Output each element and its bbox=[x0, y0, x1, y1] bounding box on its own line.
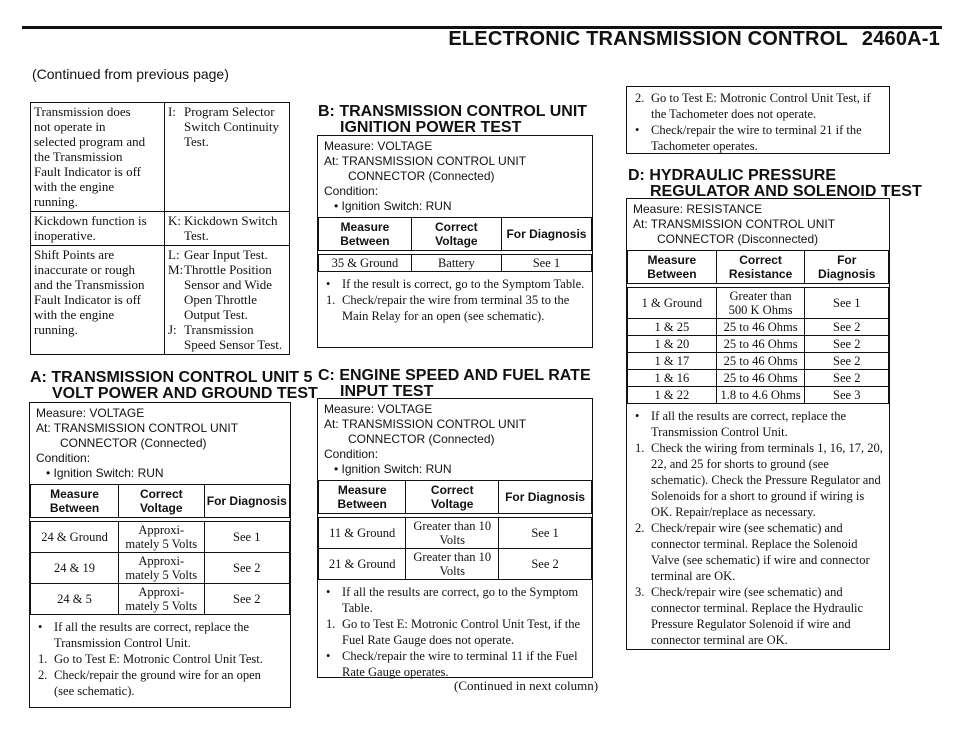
note-text: Check/repair the ground wire for an open (see schematic). bbox=[54, 668, 261, 698]
note-text: If all the results are correct, go to the Symptom Table. bbox=[342, 585, 579, 615]
column-header: Measure Between bbox=[319, 218, 412, 251]
column-header: Measure Between bbox=[31, 485, 119, 518]
table-row bbox=[319, 518, 592, 549]
table-cell: See 2 bbox=[805, 353, 889, 370]
section-b-box bbox=[317, 135, 593, 348]
note-item bbox=[324, 276, 586, 292]
table-cell: 25 to 46 Ohms bbox=[716, 319, 805, 336]
table-cell: See 1 bbox=[499, 518, 592, 549]
note-marker: • bbox=[326, 585, 331, 599]
note-item bbox=[324, 292, 586, 324]
symptom-row bbox=[31, 103, 290, 212]
table-cell: See 2 bbox=[499, 549, 592, 580]
table-row bbox=[628, 336, 889, 353]
note-text: Check/repair wire (see schematic) and connector terminal. Replace the Solenoid Valve (see schematic) if wire and connector terminal are OK. bbox=[651, 521, 870, 583]
continued-next: (Continued in next column) bbox=[454, 678, 599, 693]
table-cell: Approxi- mately 5 Volts bbox=[119, 584, 204, 615]
measure-label: Measure: VOLTAGE bbox=[324, 139, 433, 153]
test-cell bbox=[165, 212, 290, 246]
data-table bbox=[318, 480, 592, 580]
table-row bbox=[628, 353, 889, 370]
note-marker: 1. bbox=[326, 293, 336, 307]
measure-label: Measure: RESISTANCE bbox=[633, 202, 763, 216]
note-marker: 1. bbox=[326, 617, 336, 631]
section-c-title bbox=[318, 368, 591, 400]
note-marker: 1. bbox=[38, 652, 48, 666]
condition-item: • Ignition Switch: RUN bbox=[334, 199, 452, 213]
section-b-title bbox=[318, 104, 587, 136]
symptom-cell bbox=[31, 246, 165, 355]
data-table bbox=[318, 217, 592, 272]
column-header: For Diagnosis bbox=[805, 251, 889, 284]
test-line bbox=[168, 262, 286, 277]
test-name: Open Throttle bbox=[184, 292, 258, 307]
note-marker: • bbox=[635, 409, 640, 423]
test-line bbox=[168, 337, 286, 352]
note-text: Check/repair the wire from terminal 35 to the Main Relay for an open (see schematic). bbox=[342, 293, 570, 323]
note-text: Check/repair the wire to terminal 21 if the Tachometer operates. bbox=[651, 123, 862, 153]
section-d-box bbox=[626, 198, 890, 650]
symptom-line: the Transmission bbox=[34, 149, 123, 164]
table-cell: See 2 bbox=[805, 336, 889, 353]
note-item bbox=[36, 651, 284, 667]
symptom-line: with the engine bbox=[34, 179, 115, 194]
at-line: CONNECTOR (Connected) bbox=[348, 169, 495, 183]
table-row bbox=[628, 288, 889, 319]
page-header bbox=[448, 28, 940, 51]
notes bbox=[627, 404, 889, 652]
test-cell bbox=[165, 103, 290, 212]
note-item bbox=[633, 90, 883, 122]
symptom-row bbox=[31, 212, 290, 246]
test-name: Output Test. bbox=[184, 307, 248, 322]
note-item bbox=[633, 408, 883, 440]
note-text: Check/repair wire (see schematic) and connector terminal. Replace the Hydraulic Pressure Regulator Solenoid if wire and connector terminal are OK. bbox=[651, 585, 864, 647]
table-cell: Approxi- mately 5 Volts bbox=[119, 522, 204, 553]
column-header: For Diagnosis bbox=[204, 485, 289, 518]
table-row bbox=[319, 255, 592, 272]
measure-label: Measure: VOLTAGE bbox=[324, 402, 433, 416]
symptom-line: with the engine bbox=[34, 307, 115, 322]
section-a-title bbox=[30, 370, 318, 402]
note-text: Go to Test E: Motronic Control Unit Test, if the Tachometer does not operate. bbox=[651, 91, 871, 121]
condition-label: Condition: bbox=[324, 184, 379, 198]
note-item bbox=[633, 520, 883, 584]
column-header: Correct Voltage bbox=[406, 481, 499, 514]
note-marker: • bbox=[326, 277, 331, 291]
symptom-line: inaccurate or rough bbox=[34, 262, 136, 277]
notes bbox=[318, 580, 592, 684]
title-line: INPUT TEST bbox=[340, 383, 434, 400]
header-code: 2460A-1 bbox=[861, 28, 940, 50]
table-cell: Greater than 10 Volts bbox=[406, 549, 499, 580]
note-text: Go to Test E: Motronic Control Unit Test, if the Fuel Rate Gauge does not operate. bbox=[342, 617, 581, 647]
table-cell: 1 & 17 bbox=[628, 353, 717, 370]
column-header: Correct Voltage bbox=[411, 218, 501, 251]
measure-header bbox=[318, 136, 592, 217]
symptom-line: Fault Indicator is off bbox=[34, 164, 141, 179]
header-row bbox=[319, 218, 592, 251]
table-cell: 1 & 20 bbox=[628, 336, 717, 353]
symptom-line: not operate in bbox=[34, 119, 106, 134]
test-line bbox=[168, 292, 286, 307]
measure-label: Measure: VOLTAGE bbox=[36, 406, 145, 420]
note-text: Go to Test E: Motronic Control Unit Test. bbox=[54, 652, 263, 666]
title-line: B: TRANSMISSION CONTROL UNIT bbox=[318, 103, 588, 120]
notes bbox=[627, 87, 889, 158]
test-cell bbox=[165, 246, 290, 355]
section-c-continued-box bbox=[626, 86, 890, 154]
note-marker: • bbox=[326, 649, 331, 663]
test-name: Sensor and Wide bbox=[184, 277, 273, 292]
notes bbox=[318, 272, 592, 328]
table-cell: 24 & 5 bbox=[31, 584, 119, 615]
table-cell: Greater than 10 Volts bbox=[406, 518, 499, 549]
test-code: M: bbox=[168, 262, 184, 277]
test-name: Gear Input Test. bbox=[184, 247, 268, 262]
test-code: K: bbox=[168, 213, 181, 228]
test-code: L: bbox=[168, 247, 180, 262]
table-cell: 24 & 19 bbox=[31, 553, 119, 584]
table-row bbox=[31, 553, 290, 584]
title-line: C: ENGINE SPEED AND FUEL RATE bbox=[318, 367, 591, 384]
title-line: A: TRANSMISSION CONTROL UNIT 5 bbox=[30, 369, 313, 386]
at-line: At: TRANSMISSION CONTROL UNIT bbox=[324, 417, 527, 431]
table-cell: Battery bbox=[411, 255, 501, 272]
header-row bbox=[628, 251, 889, 284]
table-row bbox=[319, 549, 592, 580]
column-header: Correct Voltage bbox=[119, 485, 204, 518]
test-name: Throttle Position bbox=[184, 262, 272, 277]
condition-label: Condition: bbox=[324, 447, 379, 461]
table-cell: See 1 bbox=[805, 288, 889, 319]
symptom-line: running. bbox=[34, 322, 78, 337]
table-cell: 24 & Ground bbox=[31, 522, 119, 553]
symptom-cell bbox=[31, 212, 165, 246]
header-row bbox=[319, 481, 592, 514]
test-line bbox=[168, 213, 286, 228]
table-cell: Greater than 500 K Ohms bbox=[716, 288, 805, 319]
test-name: Switch Continuity bbox=[184, 119, 279, 134]
note-item bbox=[324, 648, 586, 680]
test-name: Test. bbox=[184, 134, 209, 149]
table-cell: 25 to 46 Ohms bbox=[716, 353, 805, 370]
symptom-table bbox=[30, 102, 290, 355]
title-line: D: HYDRAULIC PRESSURE bbox=[628, 167, 837, 184]
symptom-row bbox=[31, 246, 290, 355]
note-text: If all the results are correct, replace the Transmission Control Unit. bbox=[651, 409, 847, 439]
header-title: ELECTRONIC TRANSMISSION CONTROL bbox=[448, 28, 848, 50]
note-marker: 1. bbox=[635, 441, 645, 455]
table-cell: 21 & Ground bbox=[319, 549, 406, 580]
symptom-line: running. bbox=[34, 194, 78, 209]
table-cell: 1 & 25 bbox=[628, 319, 717, 336]
table-cell: 1 & 22 bbox=[628, 387, 717, 404]
test-line bbox=[168, 119, 286, 134]
table-cell: See 2 bbox=[805, 319, 889, 336]
note-marker: 2. bbox=[635, 91, 645, 105]
column-header: For Diagnosis bbox=[501, 218, 591, 251]
section-d-title bbox=[628, 168, 922, 200]
column-header: For Diagnosis bbox=[499, 481, 592, 514]
symptom-line: Fault Indicator is off bbox=[34, 292, 141, 307]
symptom-line: and the Transmission bbox=[34, 277, 145, 292]
note-text: Check/repair the wire to terminal 11 if the Fuel Rate Gauge operates. bbox=[342, 649, 578, 679]
symptom-line: Shift Points are bbox=[34, 247, 115, 262]
symptom-line: inoperative. bbox=[34, 228, 96, 243]
table-cell: See 2 bbox=[204, 584, 289, 615]
test-code: J: bbox=[168, 322, 177, 337]
test-name: Speed Sensor Test. bbox=[184, 337, 283, 352]
table-cell: 11 & Ground bbox=[319, 518, 406, 549]
test-code: I: bbox=[168, 104, 176, 119]
title-line: REGULATOR AND SOLENOID TEST bbox=[650, 183, 922, 200]
table-cell: See 3 bbox=[805, 387, 889, 404]
note-item bbox=[633, 440, 883, 520]
note-item bbox=[324, 616, 586, 648]
note-marker: • bbox=[38, 620, 43, 634]
measure-header bbox=[627, 199, 889, 250]
table-cell: See 1 bbox=[204, 522, 289, 553]
note-marker: • bbox=[635, 123, 640, 137]
table-cell: 1 & Ground bbox=[628, 288, 717, 319]
column-header: Correct Resistance bbox=[716, 251, 805, 284]
test-line bbox=[168, 104, 286, 119]
note-marker: 3. bbox=[635, 585, 645, 599]
table-row bbox=[628, 370, 889, 387]
note-marker: 2. bbox=[635, 521, 645, 535]
table-cell: See 2 bbox=[805, 370, 889, 387]
title-line: VOLT POWER AND GROUND TEST bbox=[52, 385, 318, 402]
column-header: Measure Between bbox=[319, 481, 406, 514]
table-row bbox=[628, 387, 889, 404]
note-item bbox=[36, 667, 284, 699]
symptom-line: Transmission does bbox=[34, 104, 131, 119]
at-line: CONNECTOR (Disconnected) bbox=[657, 232, 819, 246]
measure-header bbox=[30, 403, 290, 484]
note-item bbox=[633, 122, 883, 154]
condition-item: • Ignition Switch: RUN bbox=[46, 466, 164, 480]
note-item bbox=[36, 619, 284, 651]
table-row bbox=[31, 584, 290, 615]
at-line: CONNECTOR (Connected) bbox=[348, 432, 495, 446]
test-line bbox=[168, 134, 286, 149]
at-line: At: TRANSMISSION CONTROL UNIT bbox=[633, 217, 836, 231]
at-line: CONNECTOR (Connected) bbox=[60, 436, 207, 450]
header-row bbox=[31, 485, 290, 518]
test-line bbox=[168, 322, 286, 337]
measure-header bbox=[318, 399, 592, 480]
test-name: Program Selector bbox=[184, 104, 275, 119]
condition-item: • Ignition Switch: RUN bbox=[334, 462, 452, 476]
test-name: Test. bbox=[184, 228, 209, 243]
notes bbox=[30, 615, 290, 703]
note-item bbox=[633, 584, 883, 648]
test-line bbox=[168, 277, 286, 292]
note-text: If the result is correct, go to the Symptom Table. bbox=[342, 277, 585, 291]
test-line bbox=[168, 307, 286, 322]
symptom-line: selected program and bbox=[34, 134, 146, 149]
table-row bbox=[31, 522, 290, 553]
table-cell: 1.8 to 4.6 Ohms bbox=[716, 387, 805, 404]
note-text: If all the results are correct, replace the Transmission Control Unit. bbox=[54, 620, 250, 650]
data-table bbox=[30, 484, 290, 615]
column-header: Measure Between bbox=[628, 251, 717, 284]
test-name: Kickdown Switch bbox=[184, 213, 278, 228]
test-line bbox=[168, 228, 286, 243]
table-cell: 1 & 16 bbox=[628, 370, 717, 387]
table-cell: 25 to 46 Ohms bbox=[716, 336, 805, 353]
table-row bbox=[628, 319, 889, 336]
test-line bbox=[168, 247, 286, 262]
section-c-box bbox=[317, 398, 593, 678]
note-text: Check the wiring from terminals 1, 16, 17, 20, 22, and 25 for shorts to ground (see schematic). Check the Pressure Regulator and Solenoids for a short to ground if wiring is OK. Repair/replace as necessary. bbox=[651, 441, 883, 519]
title-line: IGNITION POWER TEST bbox=[340, 119, 522, 136]
data-table bbox=[627, 250, 889, 404]
test-name: Transmission bbox=[184, 322, 254, 337]
note-marker: 2. bbox=[38, 668, 48, 682]
table-cell: See 2 bbox=[204, 553, 289, 584]
table-cell: 35 & Ground bbox=[319, 255, 412, 272]
at-line: At: TRANSMISSION CONTROL UNIT bbox=[324, 154, 527, 168]
symptom-line: Kickdown function is bbox=[34, 213, 147, 228]
continued-from: (Continued from previous page) bbox=[32, 66, 229, 82]
symptom-cell bbox=[31, 103, 165, 212]
table-cell: Approxi- mately 5 Volts bbox=[119, 553, 204, 584]
at-line: At: TRANSMISSION CONTROL UNIT bbox=[36, 421, 239, 435]
table-cell: See 1 bbox=[501, 255, 591, 272]
section-a-box bbox=[29, 402, 291, 708]
table-cell: 25 to 46 Ohms bbox=[716, 370, 805, 387]
condition-label: Condition: bbox=[36, 451, 91, 465]
note-item bbox=[324, 584, 586, 616]
